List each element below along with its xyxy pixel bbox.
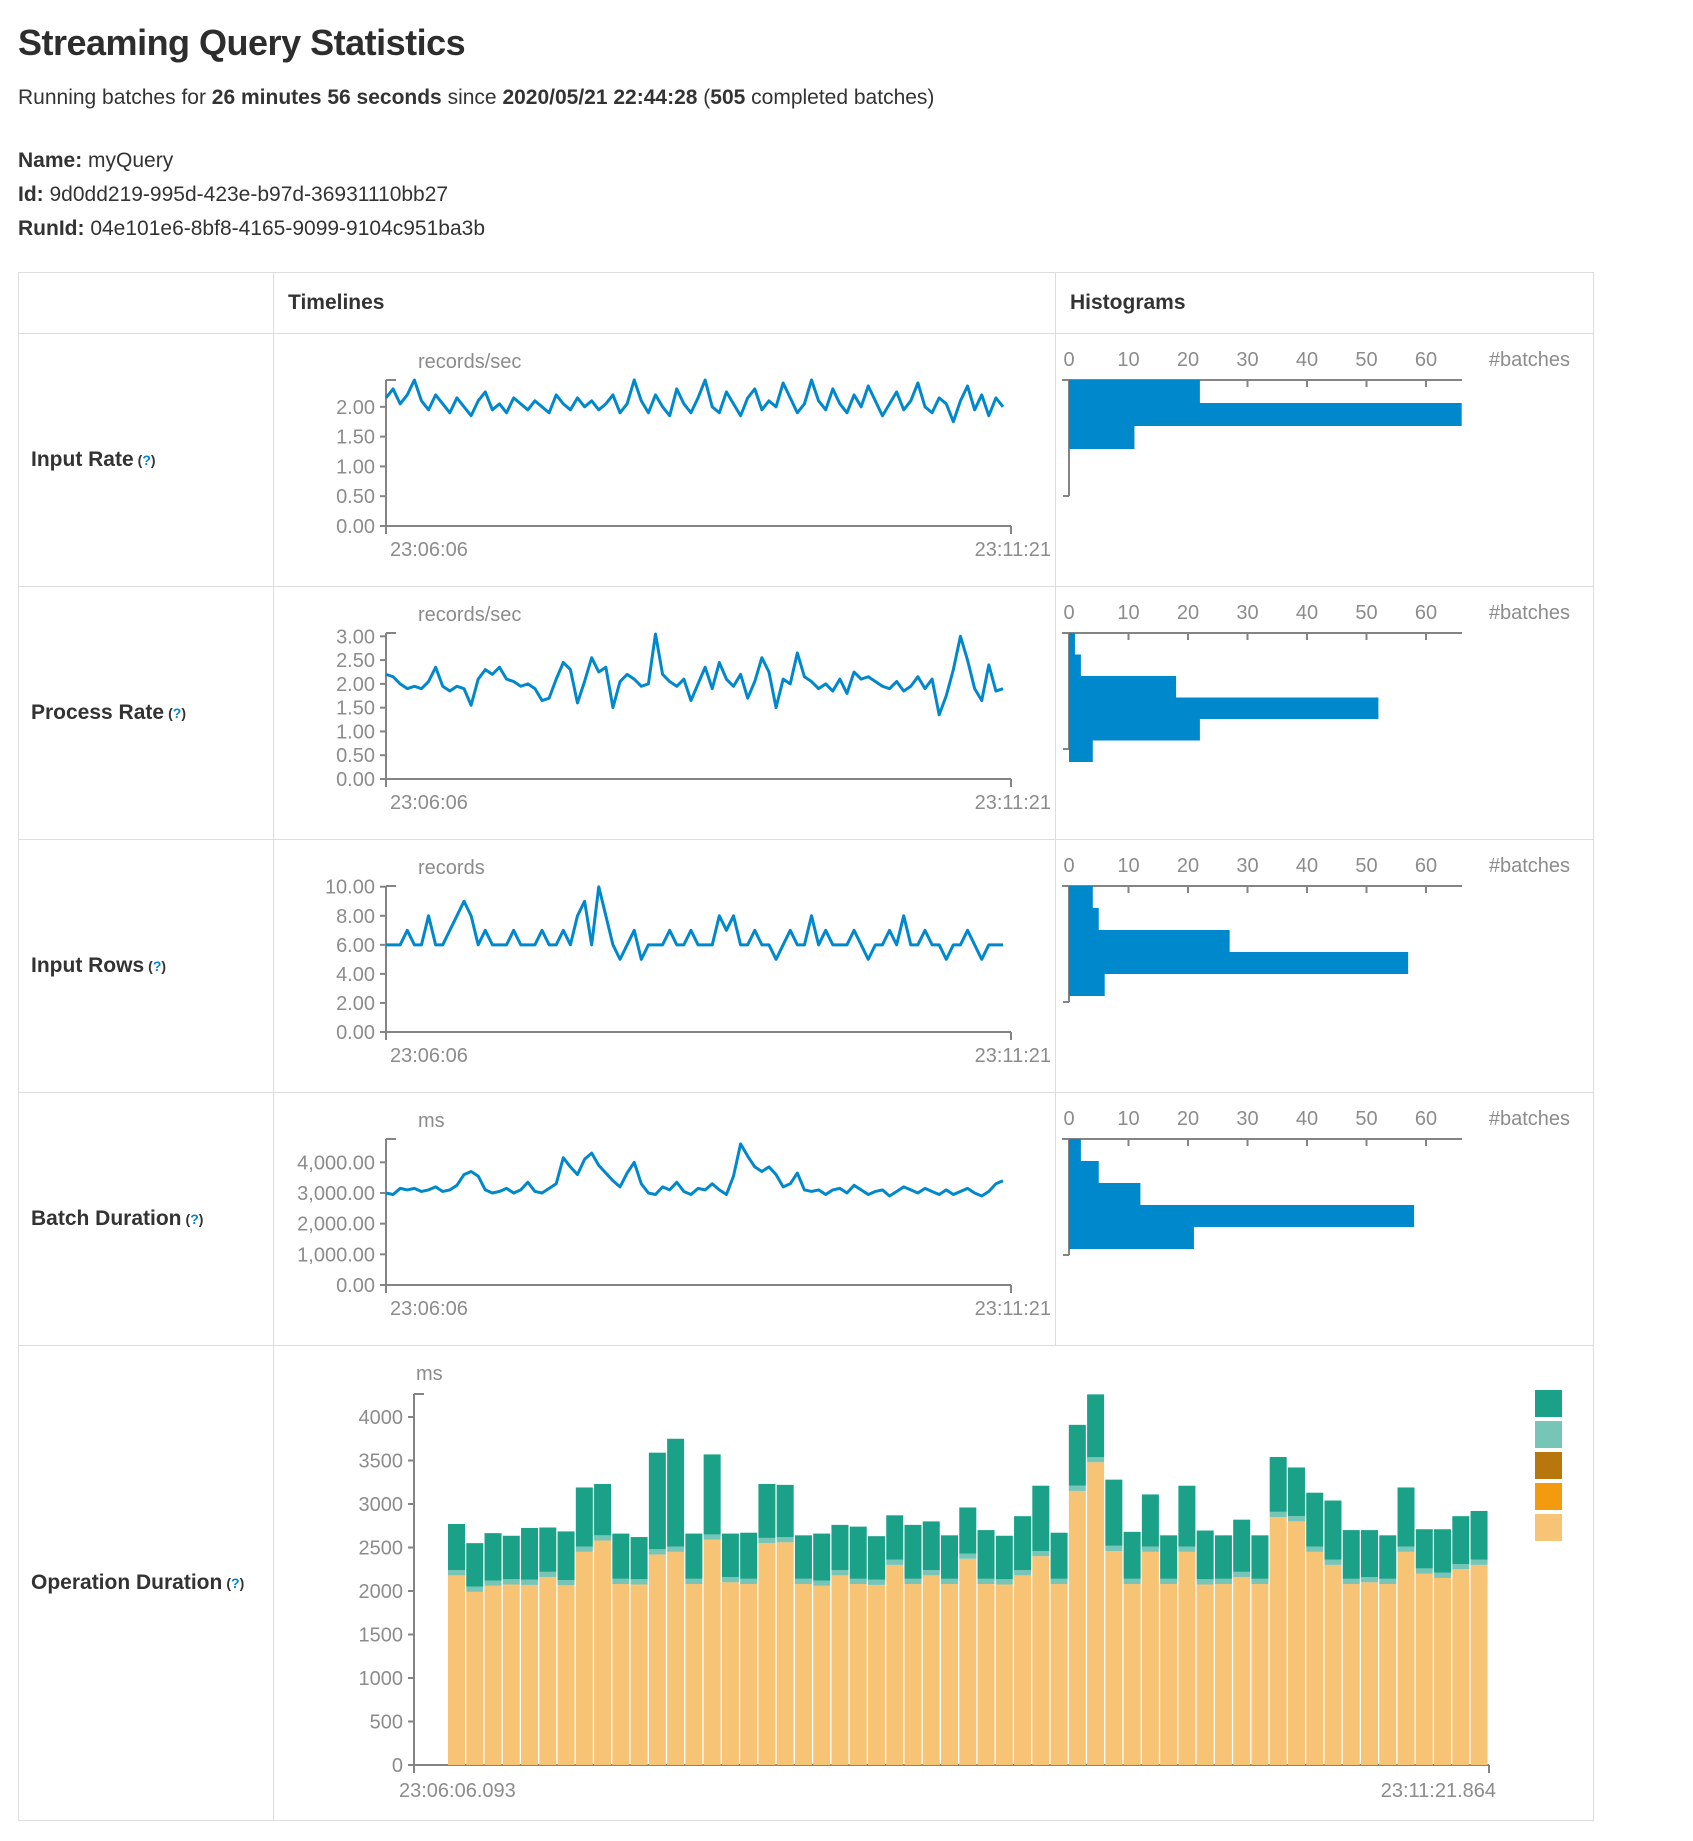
svg-text:2.50: 2.50 (336, 650, 375, 673)
x-start-label: 23:06:06.093 (399, 1780, 516, 1802)
running-prefix: Running batches for (18, 86, 212, 109)
svg-text:50: 50 (1355, 602, 1378, 624)
histogram-svg (1056, 587, 1592, 840)
svg-text:60: 60 (1414, 1108, 1438, 1130)
query-metadata (18, 144, 1693, 246)
svg-text:0.00: 0.00 (336, 516, 375, 538)
svg-text:3500: 3500 (358, 1450, 403, 1473)
runid-value: 04e101e6-8bf8-4165-9099-9104c951ba3b (90, 217, 486, 240)
timeline-svg (274, 334, 1054, 587)
x-end-label: 23:11:21 (974, 792, 1051, 814)
timeline-series (386, 380, 1003, 422)
histogram-bars (1069, 633, 1378, 762)
svg-text:0: 0 (1063, 349, 1075, 371)
x-end-label: 23:11:21 (974, 1045, 1051, 1067)
input-rate-histogram-chart (1056, 334, 1594, 587)
histogram-svg (1056, 1093, 1592, 1346)
svg-text:10: 10 (1117, 855, 1140, 877)
query-id-row (18, 178, 1693, 212)
svg-text:0.00: 0.00 (336, 769, 375, 791)
svg-text:2000: 2000 (358, 1581, 403, 1603)
question-mark-icon: ? (152, 958, 162, 974)
svg-text:20: 20 (1176, 855, 1200, 877)
svg-text:3000: 3000 (358, 1494, 403, 1516)
svg-text:8.00: 8.00 (336, 905, 375, 928)
legend-swatch-2 (1535, 1452, 1562, 1479)
svg-text:20: 20 (1176, 1108, 1200, 1130)
timeline-series (386, 634, 1003, 715)
help-icon[interactable]: (?) (185, 1211, 204, 1227)
x-end-label: 23:11:21 (974, 1298, 1051, 1320)
svg-text:40: 40 (1295, 855, 1319, 877)
question-mark-icon: ? (142, 452, 151, 468)
unit-label: records/sec (418, 604, 522, 626)
svg-text:6.00: 6.00 (336, 934, 375, 957)
help-icon[interactable]: (?) (137, 452, 156, 468)
process-rate-histogram-chart (1056, 587, 1594, 840)
unit-label: ms (418, 1110, 445, 1132)
help-icon[interactable]: (?) (226, 1575, 245, 1591)
legend-swatch-3 (1535, 1483, 1562, 1510)
header-empty (19, 273, 274, 334)
svg-text:4,000.00: 4,000.00 (297, 1152, 375, 1175)
legend-swatch-0 (1535, 1390, 1562, 1417)
svg-text:60: 60 (1414, 855, 1438, 877)
svg-text:3.00: 3.00 (336, 626, 375, 649)
id-value: 9d0dd219-995d-423e-b97d-36931110bb27 (49, 183, 449, 206)
svg-text:0.00: 0.00 (336, 1275, 375, 1297)
running-batches-summary (18, 86, 1693, 110)
batches-axis-label: #batches (1488, 855, 1570, 877)
histogram-bars (1069, 380, 1462, 449)
svg-text:1.00: 1.00 (336, 721, 375, 744)
help-icon[interactable]: (?) (168, 705, 186, 721)
svg-text:4.00: 4.00 (336, 963, 375, 986)
row-label-process-rate (19, 587, 274, 840)
legend-swatch-1 (1535, 1421, 1562, 1448)
legend-swatch-4 (1535, 1514, 1562, 1541)
svg-text:40: 40 (1295, 349, 1319, 371)
svg-text:2,000.00: 2,000.00 (297, 1213, 375, 1236)
running-duration: 26 minutes 56 seconds (211, 86, 442, 109)
header-histograms: Histograms (1056, 273, 1594, 334)
svg-text:10: 10 (1117, 1108, 1140, 1130)
x-start-label: 23:06:06 (390, 539, 468, 561)
unit-label: records/sec (418, 351, 522, 373)
svg-text:0.50: 0.50 (336, 745, 375, 768)
svg-text:30: 30 (1236, 349, 1259, 371)
histogram-bars (1069, 886, 1408, 996)
histogram-svg (1056, 334, 1592, 587)
row-label-input-rate (19, 334, 274, 587)
svg-text:2.00: 2.00 (336, 396, 375, 419)
x-end-label: 23:11:21 (974, 539, 1051, 561)
svg-text:3,000.00: 3,000.00 (297, 1182, 375, 1205)
axes (380, 886, 1011, 1040)
process-rate-label: Process Rate (31, 701, 165, 724)
name-label: Name: (18, 149, 83, 172)
svg-text:30: 30 (1236, 1108, 1259, 1130)
running-since: since (441, 86, 503, 109)
svg-text:40: 40 (1295, 602, 1319, 624)
input-rows-timeline-chart (274, 840, 1056, 1093)
svg-text:60: 60 (1414, 602, 1438, 624)
x-end-label: 23:11:21.864 (1380, 1780, 1496, 1802)
svg-text:30: 30 (1236, 602, 1259, 624)
svg-text:10.00: 10.00 (324, 876, 375, 899)
svg-text:0.50: 0.50 (336, 486, 375, 509)
timeline-svg (274, 840, 1054, 1093)
statistics-table (18, 272, 1594, 1821)
svg-text:1000: 1000 (358, 1668, 403, 1690)
svg-text:1,000.00: 1,000.00 (297, 1244, 375, 1267)
svg-text:0: 0 (1063, 1108, 1075, 1130)
svg-text:2.00: 2.00 (336, 992, 375, 1015)
row-label-operation-duration (19, 1346, 274, 1821)
header-timelines: Timelines (274, 273, 1056, 334)
input-rows-histogram-chart (1056, 840, 1594, 1093)
svg-text:2.00: 2.00 (336, 673, 375, 696)
timeline-svg (274, 587, 1054, 840)
axes (380, 633, 1011, 787)
timeline-series (386, 887, 1003, 960)
svg-text:20: 20 (1176, 349, 1200, 371)
batches-axis-label: #batches (1488, 1108, 1570, 1130)
runid-label: RunId: (18, 217, 85, 240)
input-rate-label: Input Rate (31, 448, 134, 471)
batch-duration-timeline-chart (274, 1093, 1056, 1346)
svg-text:2500: 2500 (358, 1537, 403, 1560)
input-rows-label: Input Rows (31, 954, 145, 977)
timeline-series (386, 1144, 1003, 1196)
name-value: myQuery (88, 149, 174, 172)
svg-text:50: 50 (1355, 1108, 1378, 1130)
svg-text:10: 10 (1117, 602, 1140, 624)
legend (1535, 1390, 1562, 1541)
svg-text:10: 10 (1117, 349, 1140, 371)
svg-text:4000: 4000 (358, 1407, 403, 1429)
batches-axis-label: #batches (1488, 602, 1570, 624)
running-open-paren: ( (697, 86, 711, 109)
id-label: Id: (18, 183, 44, 206)
page-title: Streaming Query Statistics (18, 22, 466, 63)
operation-duration-stacked-chart (274, 1346, 1594, 1821)
stacked-svg (274, 1346, 1593, 1821)
query-runid-row (18, 212, 1693, 246)
batch-duration-histogram-chart (1056, 1093, 1594, 1346)
row-label-batch-duration (19, 1093, 274, 1346)
svg-text:60: 60 (1414, 349, 1438, 371)
axes (380, 1139, 1011, 1293)
row-label-input-rows (19, 840, 274, 1093)
process-rate-timeline-chart (274, 587, 1056, 840)
input-rate-timeline-chart (274, 334, 1056, 587)
svg-text:1500: 1500 (358, 1624, 403, 1647)
svg-text:20: 20 (1176, 602, 1200, 624)
help-icon[interactable]: (?) (148, 958, 167, 974)
unit-label: ms (416, 1363, 443, 1385)
batches-axis-label: #batches (1488, 349, 1570, 371)
svg-text:50: 50 (1355, 855, 1378, 877)
operation-duration-label: Operation Duration (31, 1571, 223, 1594)
x-start-label: 23:06:06 (390, 792, 468, 814)
x-start-label: 23:06:06 (390, 1045, 468, 1067)
svg-text:1.00: 1.00 (336, 456, 375, 479)
svg-text:500: 500 (369, 1711, 403, 1734)
svg-text:30: 30 (1236, 855, 1259, 877)
histogram-bars (1069, 1139, 1414, 1249)
question-mark-icon: ? (190, 1211, 199, 1227)
svg-text:0: 0 (1063, 602, 1075, 624)
batch-duration-label: Batch Duration (31, 1207, 182, 1230)
svg-text:1.50: 1.50 (336, 697, 375, 720)
svg-text:50: 50 (1355, 349, 1378, 371)
svg-text:0.00: 0.00 (336, 1022, 375, 1044)
svg-text:40: 40 (1295, 1108, 1319, 1130)
completed-batches-count: 505 (710, 86, 746, 109)
svg-text:0: 0 (391, 1755, 403, 1777)
x-start-label: 23:06:06 (390, 1298, 468, 1320)
histogram-svg (1056, 840, 1592, 1093)
question-mark-icon: ? (172, 705, 182, 721)
stacked-bars (448, 1394, 1488, 1765)
timeline-svg (274, 1093, 1054, 1346)
query-name-row (18, 144, 1693, 178)
unit-label: records (418, 857, 485, 879)
svg-text:1.50: 1.50 (336, 426, 375, 449)
question-mark-icon: ? (231, 1575, 240, 1591)
running-suffix: completed batches) (745, 86, 935, 109)
running-start-time: 2020/05/21 22:44:28 (502, 86, 698, 109)
svg-text:0: 0 (1063, 855, 1075, 877)
